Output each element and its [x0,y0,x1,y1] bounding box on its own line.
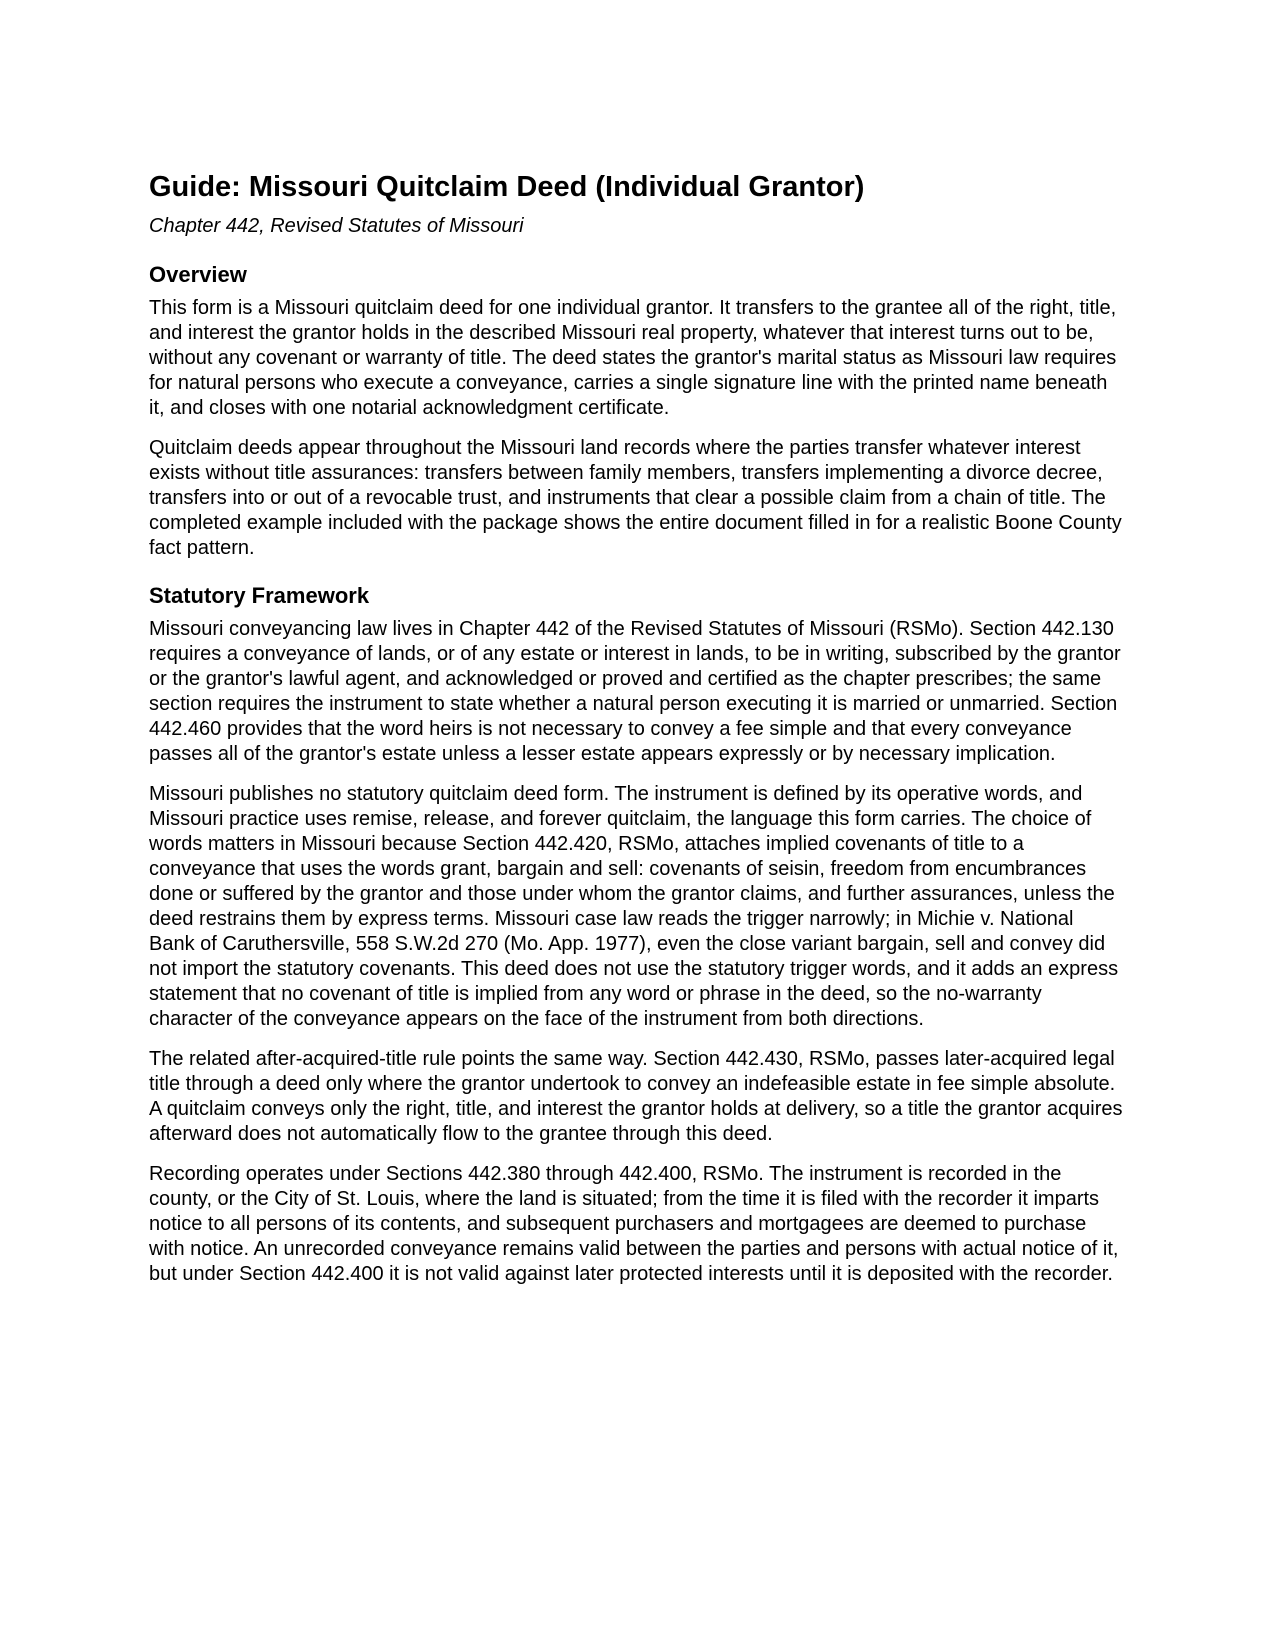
section-statutory-framework [149,583,1124,1287]
document-page [149,170,1124,1287]
section-heading-overview: Overview [149,262,247,287]
document-subtitle: Chapter 442, Revised Statutes of Missouri [149,215,524,237]
framework-paragraph-4: Recording operates under Sections 442.380 through 442.400, RSMo. The instrument is recorded in the county, or the City of St. Louis, where the land is situated; from the time it is filed with the recorder it imparts notice to all persons of its contents, and subsequent purchasers and mortgagees are deemed to purchase with notice. An unrecorded conveyance remains valid between the parties and persons with actual notice of it, but under Section 442.400 it is not valid against later protected interests until it is deposited with the recorder. [149,1163,1119,1285]
section-overview [149,262,1124,561]
framework-paragraph-3: The related after-acquired-title rule points the same way. Section 442.430, RSMo, passes later-acquired legal title through a deed only where the grantor undertook to convey an indefeasible estate in fee simple absolute. A quitclaim conveys only the right, title, and interest the grantor holds at delivery, so a title the grantor acquires afterward does not automatically flow to the grantee through this deed. [149,1048,1123,1145]
document-title: Guide: Missouri Quitclaim Deed (Individual Grantor) [149,171,865,203]
framework-paragraph-1: Missouri conveyancing law lives in Chapter 442 of the Revised Statutes of Missouri (RSMo). Section 442.130 requires a conveyance of lands, or of any estate or interest in lands, to be in writing, subscribed by the grantor or the grantor's lawful agent, and acknowledged or proved and certified as the chapter prescribes; the same section requires the instrument to state whether a natural person executing it is married or unmarried. Section 442.460 provides that the word heirs is not necessary to convey a fee simple and that every conveyance passes all of the grantor's estate unless a lesser estate appears expressly or by necessary implication. [149,618,1121,765]
overview-paragraph-1: This form is a Missouri quitclaim deed for one individual grantor. It transfers to the grantee all of the right, title, and interest the grantor holds in the described Missouri real property, whatever that interest turns out to be, without any covenant or warranty of title. The deed states the grantor's marital status as Missouri law requires for natural persons who execute a conveyance, carries a single signature line with the printed name beneath it, and closes with one notarial acknowledgment certificate. [149,297,1117,419]
framework-paragraph-2: Missouri publishes no statutory quitclaim deed form. The instrument is defined by its operative words, and Missouri practice uses remise, release, and forever quitclaim, the language this form carries. The choice of words matters in Missouri because Section 442.420, RSMo, attaches implied covenants of title to a conveyance that uses the words grant, bargain and sell: covenants of seisin, freedom from encumbrances done or suffered by the grantor and those under whom the grantor claims, and further assurances, unless the deed restrains them by express terms. Missouri case law reads the trigger narrowly; in Michie v. National Bank of Caruthersville, 558 S.W.2d 270 (Mo. App. 1977), even the close variant bargain, sell and convey did not import the statutory covenants. This deed does not use the statutory trigger words, and it adds an express statement that no covenant of title is implied from any word or phrase in the deed, so the no-warranty character of the conveyance appears on the face of the instrument from both directions. [149,783,1119,1030]
overview-paragraph-2: Quitclaim deeds appear throughout the Missouri land records where the parties transfer whatever interest exists without title assurances: transfers between family members, transfers implementing a divorce decree, transfers into or out of a revocable trust, and instruments that clear a possible claim from a chain of title. The completed example included with the package shows the entire document filled in for a realistic Boone County fact pattern. [149,437,1122,559]
section-heading-statutory-framework: Statutory Framework [149,583,370,608]
